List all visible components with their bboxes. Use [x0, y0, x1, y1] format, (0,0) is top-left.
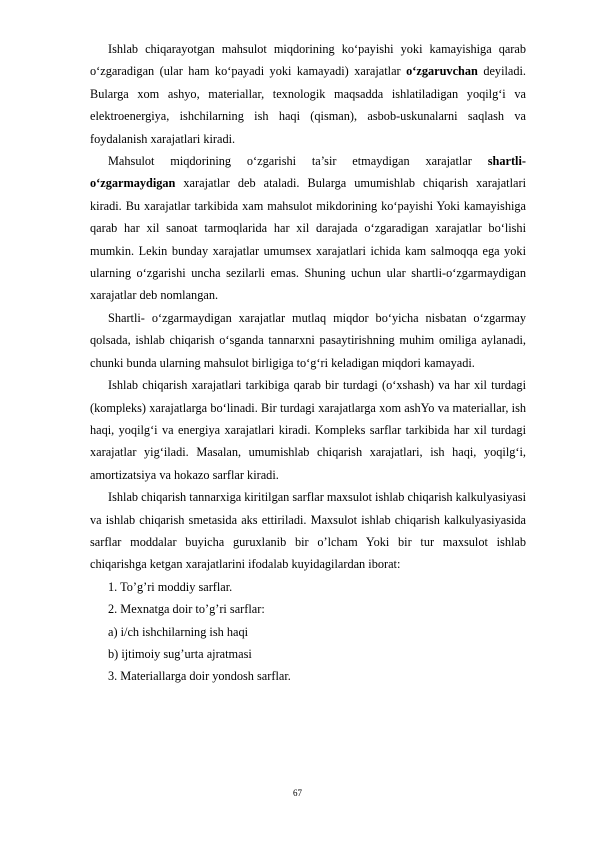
list-item: 3. Materiallarga doir yondosh sarflar.: [108, 669, 291, 684]
list-item: 1. To’g’ri moddiy sarflar.: [108, 579, 233, 594]
paragraph-text: Ishlab chiqarayotgan mahsulot miqdorining ko‘payishi yoki kamayishiga qarab o‘zgaradigan (ular ham ko‘payadi yoki kamayadi) xarajatlar: [90, 42, 526, 79]
list-item: 2. Mexnatga doir to’g’ri sarflar:: [108, 602, 265, 617]
paragraph-text: Mahsulot miqdorining o‘zgarishi ta’sir etmaydigan xarajatlar: [108, 154, 488, 169]
document-page: [90, 38, 526, 688]
paragraph-fixed-costs: [90, 150, 526, 307]
paragraph-fixed-cost-effect: Shartli- o‘zgarmaydigan xarajatlar mutlaq miqdor bo‘yicha nisbatan o‘zgarmay qolsada, ishlab chiqarish o‘sganda tannarxni pasaytirishning muhim omiliga aylanadi, chunki bunda ularning mahsulot birligiga to‘g‘ri keladigan miqdori kamayadi.: [90, 310, 526, 370]
bold-term-variable: o‘zgaruvchan: [406, 64, 478, 79]
paragraph-text: xarajatlar deb ataladi. Bularga umumishlab chiqarish xarajatlari kiradi. Bu xarajatlar tarkibida xam mahsulot mikdorining ko‘payishi Yoki kamayishiga qarab har xil sanoat tarmoqlarida har xil darajada o‘zgaradigan xarajatlar bo‘lishi mumkin. Lekin bunday xarajatlar umumsex xarajatlari ichida kam salmoqqa ega yoki ularning o‘zgarishi uncha sezilarli emas. Shuning uchun ular shartli-o‘zgarmaydigan xarajatlar deb nomlangan.: [90, 176, 526, 303]
list-item: b) ijtimoiy sug’urta ajratmasi: [108, 646, 252, 661]
bold-term-fixed: shartli-o‘zgarmaydigan: [90, 154, 526, 191]
list-item: a) i/ch ishchilarning ish haqi: [108, 624, 249, 639]
paragraph-calculation: Ishlab chiqarish tannarxiga kiritilgan sarflar maxsulot ishlab chiqarish kalkulyasiyasi va ishlab chiqarish smetasida aks ettiriladi. Maxsulot ishlab chiqarish kalkulyasiyasida sarflar moddalar buyicha guruxlanib bir o’lcham Yoki bir tur maxsulot ishlab chiqarishga ketgan xarajatlarini ifodalab kuyidagilardan iborat:: [90, 490, 526, 572]
paragraph-text: deyiladi. Bularga xom ashyo, materiallar, texnologik maqsadda ishlatiladigan yoqilg‘i va elektroenergiya, ishchilarning ish haqi (qisman), asbob-uskunalarni saqlash va foydalanish xarajatlari kiradi.: [90, 64, 527, 146]
paragraph-cost-composition: Ishlab chiqarish xarajatlari tarkibiga qarab bir turdagi (o‘xshash) va har xil turdagi (kompleks) xarajatlarga bo‘linadi. Bir turdagi xarajatlarga xom ashYo va materiallar, ish haqi, yoqilg‘i va energiya xarajatlari kiradi. Kompleks sarflar tarkibida har xil turdagi xarajatlar yig‘iladi. Masalan, umumishlab chiqarish xarajatlari, ish haqi, yoqilg‘i, amortizatsiya va hokazo sarflar kiradi.: [90, 378, 526, 482]
page-number: 67: [293, 788, 302, 798]
paragraph-variable-costs: [90, 38, 526, 150]
